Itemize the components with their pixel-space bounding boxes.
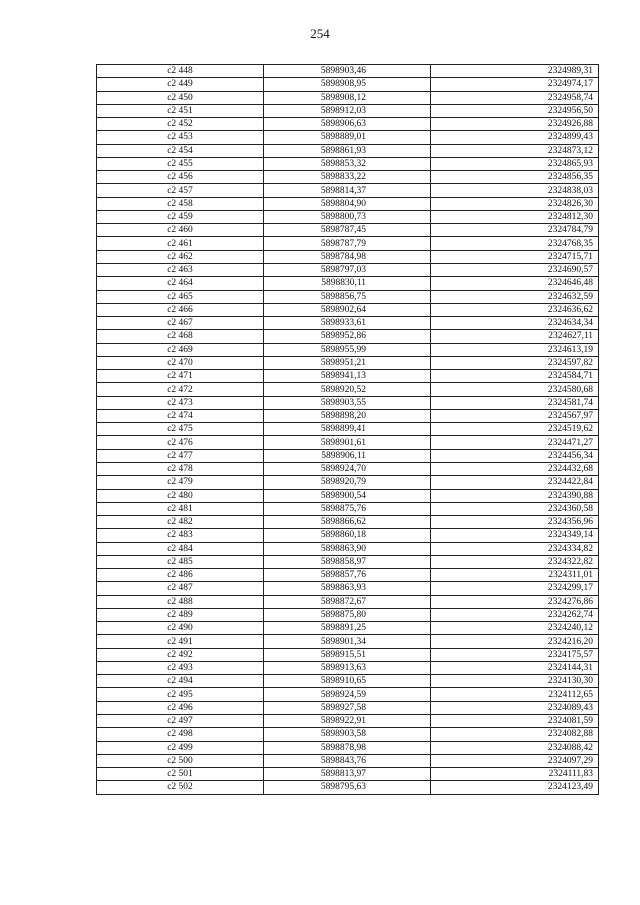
point-id-cell: c2 482 (97, 516, 264, 529)
point-id-cell: c2 461 (97, 237, 264, 250)
table-row (97, 489, 599, 502)
y-coordinate-cell: 2324584,71 (431, 370, 599, 383)
table-row (97, 356, 599, 369)
x-coordinate-cell: 5898889,01 (264, 131, 431, 144)
point-id-cell: c2 464 (97, 277, 264, 290)
x-coordinate-cell: 5898901,34 (264, 635, 431, 648)
table-row (97, 648, 599, 661)
point-id-cell: c2 498 (97, 728, 264, 741)
x-coordinate-cell: 5898927,58 (264, 701, 431, 714)
x-coordinate-cell: 5898872,67 (264, 595, 431, 608)
coordinates-table (96, 64, 599, 795)
table-row (97, 675, 599, 688)
point-id-cell: c2 488 (97, 595, 264, 608)
y-coordinate-cell: 2324082,88 (431, 728, 599, 741)
table-row (97, 78, 599, 91)
x-coordinate-cell: 5898933,61 (264, 317, 431, 330)
table-row (97, 210, 599, 223)
point-id-cell: c2 478 (97, 462, 264, 475)
x-coordinate-cell: 5898813,97 (264, 768, 431, 781)
point-id-cell: c2 476 (97, 436, 264, 449)
y-coordinate-cell: 2324111,83 (431, 768, 599, 781)
x-coordinate-cell: 5898863,93 (264, 582, 431, 595)
point-id-cell: c2 491 (97, 635, 264, 648)
table-row (97, 701, 599, 714)
x-coordinate-cell: 5898860,18 (264, 529, 431, 542)
y-coordinate-cell: 2324926,88 (431, 118, 599, 131)
point-id-cell: c2 473 (97, 396, 264, 409)
point-id-cell: c2 471 (97, 370, 264, 383)
table-row (97, 781, 599, 794)
y-coordinate-cell: 2324390,88 (431, 489, 599, 502)
point-id-cell: c2 484 (97, 542, 264, 555)
x-coordinate-cell: 5898910,65 (264, 675, 431, 688)
y-coordinate-cell: 2324956,50 (431, 104, 599, 117)
y-coordinate-cell: 2324597,82 (431, 356, 599, 369)
point-id-cell: c2 495 (97, 688, 264, 701)
x-coordinate-cell: 5898875,76 (264, 502, 431, 515)
x-coordinate-cell: 5898922,91 (264, 715, 431, 728)
table-row (97, 409, 599, 422)
table-row (97, 330, 599, 343)
y-coordinate-cell: 2324144,31 (431, 661, 599, 674)
y-coordinate-cell: 2324690,57 (431, 263, 599, 276)
y-coordinate-cell: 2324360,58 (431, 502, 599, 515)
table-row (97, 502, 599, 515)
x-coordinate-cell: 5898915,51 (264, 648, 431, 661)
table-row (97, 277, 599, 290)
point-id-cell: c2 474 (97, 409, 264, 422)
table-row (97, 582, 599, 595)
x-coordinate-cell: 5898795,63 (264, 781, 431, 794)
point-id-cell: c2 472 (97, 383, 264, 396)
point-id-cell: c2 463 (97, 263, 264, 276)
point-id-cell: c2 486 (97, 569, 264, 582)
y-coordinate-cell: 2324123,49 (431, 781, 599, 794)
table-row (97, 595, 599, 608)
table-row (97, 118, 599, 131)
table-row (97, 224, 599, 237)
table-row (97, 237, 599, 250)
point-id-cell: c2 455 (97, 157, 264, 170)
y-coordinate-cell: 2324349,14 (431, 529, 599, 542)
y-coordinate-cell: 2324838,03 (431, 184, 599, 197)
table-row (97, 250, 599, 263)
y-coordinate-cell: 2324311,01 (431, 569, 599, 582)
x-coordinate-cell: 5898858,97 (264, 555, 431, 568)
x-coordinate-cell: 5898853,32 (264, 157, 431, 170)
table-row (97, 396, 599, 409)
point-id-cell: c2 475 (97, 423, 264, 436)
x-coordinate-cell: 5898924,70 (264, 462, 431, 475)
x-coordinate-cell: 5898787,45 (264, 224, 431, 237)
point-id-cell: c2 477 (97, 449, 264, 462)
point-id-cell: c2 496 (97, 701, 264, 714)
y-coordinate-cell: 2324519,62 (431, 423, 599, 436)
y-coordinate-cell: 2324768,35 (431, 237, 599, 250)
y-coordinate-cell: 2324636,62 (431, 303, 599, 316)
point-id-cell: c2 454 (97, 144, 264, 157)
y-coordinate-cell: 2324322,82 (431, 555, 599, 568)
x-coordinate-cell: 5898878,98 (264, 741, 431, 754)
table-row (97, 688, 599, 701)
y-coordinate-cell: 2324826,30 (431, 197, 599, 210)
x-coordinate-cell: 5898903,46 (264, 65, 431, 78)
point-id-cell: c2 499 (97, 741, 264, 754)
y-coordinate-cell: 2324432,68 (431, 462, 599, 475)
table-row (97, 715, 599, 728)
table-row (97, 768, 599, 781)
point-id-cell: c2 469 (97, 343, 264, 356)
point-id-cell: c2 501 (97, 768, 264, 781)
point-id-cell: c2 452 (97, 118, 264, 131)
point-id-cell: c2 449 (97, 78, 264, 91)
x-coordinate-cell: 5898912,03 (264, 104, 431, 117)
coordinates-table-body (97, 65, 599, 795)
y-coordinate-cell: 2324240,12 (431, 622, 599, 635)
x-coordinate-cell: 5898951,21 (264, 356, 431, 369)
table-row (97, 608, 599, 621)
x-coordinate-cell: 5898920,79 (264, 476, 431, 489)
table-row (97, 728, 599, 741)
table-row (97, 754, 599, 767)
y-coordinate-cell: 2324130,30 (431, 675, 599, 688)
y-coordinate-cell: 2324088,42 (431, 741, 599, 754)
y-coordinate-cell: 2324873,12 (431, 144, 599, 157)
point-id-cell: c2 487 (97, 582, 264, 595)
x-coordinate-cell: 5898830,11 (264, 277, 431, 290)
y-coordinate-cell: 2324974,17 (431, 78, 599, 91)
x-coordinate-cell: 5898866,62 (264, 516, 431, 529)
point-id-cell: c2 470 (97, 356, 264, 369)
x-coordinate-cell: 5898863,90 (264, 542, 431, 555)
y-coordinate-cell: 2324899,43 (431, 131, 599, 144)
y-coordinate-cell: 2324216,20 (431, 635, 599, 648)
y-coordinate-cell: 2324097,29 (431, 754, 599, 767)
x-coordinate-cell: 5898856,75 (264, 290, 431, 303)
x-coordinate-cell: 5898899,41 (264, 423, 431, 436)
x-coordinate-cell: 5898908,12 (264, 91, 431, 104)
x-coordinate-cell: 5898898,20 (264, 409, 431, 422)
point-id-cell: c2 500 (97, 754, 264, 767)
x-coordinate-cell: 5898901,61 (264, 436, 431, 449)
table-row (97, 91, 599, 104)
point-id-cell: c2 450 (97, 91, 264, 104)
x-coordinate-cell: 5898797,03 (264, 263, 431, 276)
point-id-cell: c2 465 (97, 290, 264, 303)
y-coordinate-cell: 2324581,74 (431, 396, 599, 409)
x-coordinate-cell: 5898924,59 (264, 688, 431, 701)
y-coordinate-cell: 2324989,31 (431, 65, 599, 78)
x-coordinate-cell: 5898903,55 (264, 396, 431, 409)
y-coordinate-cell: 2324580,68 (431, 383, 599, 396)
table-row (97, 383, 599, 396)
x-coordinate-cell: 5898952,86 (264, 330, 431, 343)
y-coordinate-cell: 2324262,74 (431, 608, 599, 621)
table-row (97, 131, 599, 144)
table-row (97, 290, 599, 303)
table-row (97, 622, 599, 635)
x-coordinate-cell: 5898857,76 (264, 569, 431, 582)
x-coordinate-cell: 5898861,93 (264, 144, 431, 157)
point-id-cell: c2 462 (97, 250, 264, 263)
y-coordinate-cell: 2324334,82 (431, 542, 599, 555)
y-coordinate-cell: 2324627,11 (431, 330, 599, 343)
point-id-cell: c2 458 (97, 197, 264, 210)
y-coordinate-cell: 2324567,97 (431, 409, 599, 422)
y-coordinate-cell: 2324471,27 (431, 436, 599, 449)
table-row (97, 171, 599, 184)
table-row (97, 423, 599, 436)
point-id-cell: c2 493 (97, 661, 264, 674)
point-id-cell: c2 479 (97, 476, 264, 489)
point-id-cell: c2 468 (97, 330, 264, 343)
point-id-cell: c2 456 (97, 171, 264, 184)
y-coordinate-cell: 2324784,79 (431, 224, 599, 237)
y-coordinate-cell: 2324175,57 (431, 648, 599, 661)
y-coordinate-cell: 2324422,84 (431, 476, 599, 489)
y-coordinate-cell: 2324812,30 (431, 210, 599, 223)
point-id-cell: c2 481 (97, 502, 264, 515)
x-coordinate-cell: 5898900,54 (264, 489, 431, 502)
y-coordinate-cell: 2324456,34 (431, 449, 599, 462)
y-coordinate-cell: 2324958,74 (431, 91, 599, 104)
y-coordinate-cell: 2324646,48 (431, 277, 599, 290)
x-coordinate-cell: 5898891,25 (264, 622, 431, 635)
table-row (97, 317, 599, 330)
y-coordinate-cell: 2324715,71 (431, 250, 599, 263)
table-row (97, 529, 599, 542)
y-coordinate-cell: 2324089,43 (431, 701, 599, 714)
y-coordinate-cell: 2324613,19 (431, 343, 599, 356)
point-id-cell: c2 453 (97, 131, 264, 144)
y-coordinate-cell: 2324634,34 (431, 317, 599, 330)
table-row (97, 303, 599, 316)
point-id-cell: c2 502 (97, 781, 264, 794)
table-row (97, 449, 599, 462)
y-coordinate-cell: 2324081,59 (431, 715, 599, 728)
x-coordinate-cell: 5898908,95 (264, 78, 431, 91)
point-id-cell: c2 459 (97, 210, 264, 223)
table-row (97, 476, 599, 489)
point-id-cell: c2 460 (97, 224, 264, 237)
y-coordinate-cell: 2324856,35 (431, 171, 599, 184)
point-id-cell: c2 457 (97, 184, 264, 197)
point-id-cell: c2 448 (97, 65, 264, 78)
x-coordinate-cell: 5898913,63 (264, 661, 431, 674)
point-id-cell: c2 490 (97, 622, 264, 635)
table-row (97, 65, 599, 78)
table-row (97, 184, 599, 197)
table-row (97, 144, 599, 157)
table-row (97, 263, 599, 276)
table-row (97, 741, 599, 754)
point-id-cell: c2 467 (97, 317, 264, 330)
table-row (97, 370, 599, 383)
x-coordinate-cell: 5898843,76 (264, 754, 431, 767)
y-coordinate-cell: 2324276,86 (431, 595, 599, 608)
x-coordinate-cell: 5898941,13 (264, 370, 431, 383)
x-coordinate-cell: 5898784,98 (264, 250, 431, 263)
page-number: 254 (310, 26, 330, 41)
point-id-cell: c2 466 (97, 303, 264, 316)
table-row (97, 635, 599, 648)
y-coordinate-cell: 2324865,93 (431, 157, 599, 170)
table-row (97, 542, 599, 555)
point-id-cell: c2 480 (97, 489, 264, 502)
table-row (97, 157, 599, 170)
x-coordinate-cell: 5898875,80 (264, 608, 431, 621)
x-coordinate-cell: 5898902,64 (264, 303, 431, 316)
x-coordinate-cell: 5898955,99 (264, 343, 431, 356)
table-row (97, 104, 599, 117)
table-row (97, 516, 599, 529)
y-coordinate-cell: 2324632,59 (431, 290, 599, 303)
y-coordinate-cell: 2324112,65 (431, 688, 599, 701)
table-row (97, 555, 599, 568)
x-coordinate-cell: 5898906,63 (264, 118, 431, 131)
point-id-cell: c2 485 (97, 555, 264, 568)
table-row (97, 197, 599, 210)
table-row (97, 569, 599, 582)
point-id-cell: c2 451 (97, 104, 264, 117)
point-id-cell: c2 492 (97, 648, 264, 661)
x-coordinate-cell: 5898906,11 (264, 449, 431, 462)
table-row (97, 436, 599, 449)
x-coordinate-cell: 5898804,90 (264, 197, 431, 210)
point-id-cell: c2 489 (97, 608, 264, 621)
table-row (97, 343, 599, 356)
point-id-cell: c2 494 (97, 675, 264, 688)
x-coordinate-cell: 5898920,52 (264, 383, 431, 396)
x-coordinate-cell: 5898787,79 (264, 237, 431, 250)
point-id-cell: c2 497 (97, 715, 264, 728)
y-coordinate-cell: 2324299,17 (431, 582, 599, 595)
x-coordinate-cell: 5898814,37 (264, 184, 431, 197)
x-coordinate-cell: 5898800,73 (264, 210, 431, 223)
x-coordinate-cell: 5898833,22 (264, 171, 431, 184)
table-row (97, 462, 599, 475)
point-id-cell: c2 483 (97, 529, 264, 542)
y-coordinate-cell: 2324356,96 (431, 516, 599, 529)
x-coordinate-cell: 5898903,58 (264, 728, 431, 741)
table-row (97, 661, 599, 674)
